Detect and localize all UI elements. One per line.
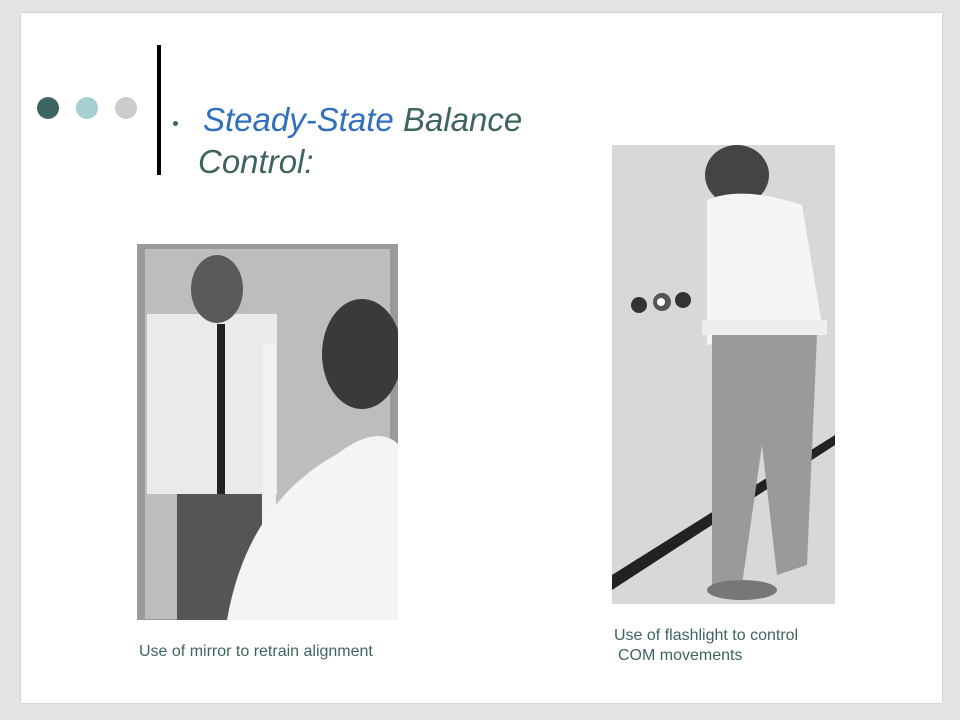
mirror-photo [137,244,398,620]
bullet-icon [173,121,178,126]
decorative-dot-dark [37,97,59,119]
slide-title [198,99,523,183]
title-line2: Control: [198,143,314,180]
decorative-dot-teal [76,97,98,119]
vertical-divider [157,45,161,175]
title-highlight: Steady-State [203,101,394,138]
title-rest: Balance [402,101,523,138]
caption-flashlight-line1: Use of flashlight to control [614,627,799,644]
decorative-dot-gray [115,97,137,119]
caption-mirror: Use of mirror to retrain alignment [139,643,373,660]
caption-flashlight-line2: COM movements [618,647,743,664]
flashlight-photo [612,145,835,604]
